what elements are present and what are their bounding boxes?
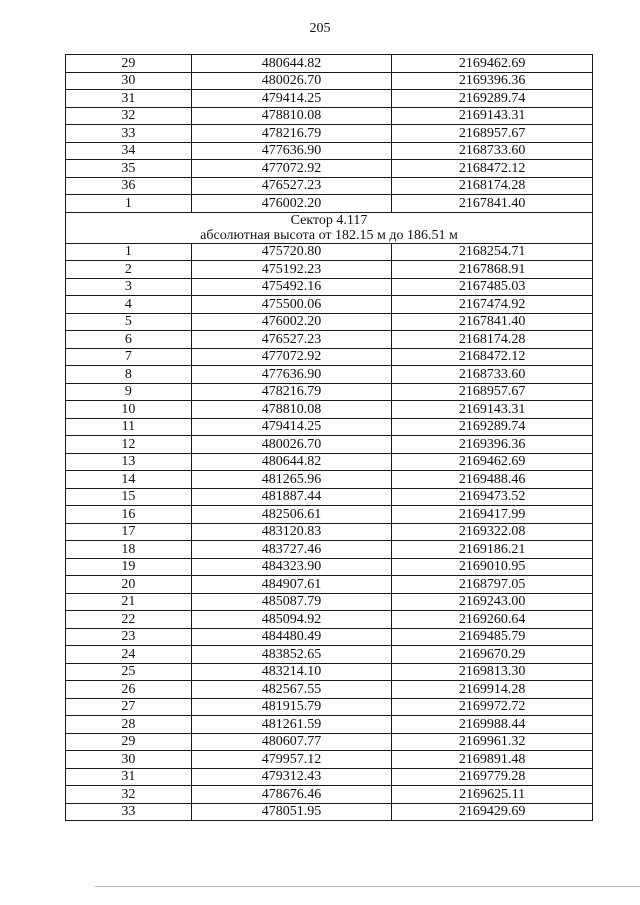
x-coordinate-cell: 480026.70 [191, 72, 392, 90]
table-body-before-sector [66, 55, 593, 213]
table-row [66, 768, 593, 786]
y-coordinate-cell: 2169289.74 [392, 418, 593, 436]
x-coordinate-cell: 480644.82 [191, 55, 392, 73]
table-row [66, 733, 593, 751]
table-row [66, 523, 593, 541]
table-row [66, 296, 593, 314]
table-row [66, 55, 593, 73]
table-row [66, 786, 593, 804]
point-number-cell: 2 [66, 261, 192, 279]
table-row [66, 243, 593, 261]
table-row [66, 716, 593, 734]
x-coordinate-cell: 481915.79 [191, 698, 392, 716]
table-row [66, 453, 593, 471]
y-coordinate-cell: 2169260.64 [392, 611, 593, 629]
table-row [66, 401, 593, 419]
table-row [66, 348, 593, 366]
point-number-cell: 25 [66, 663, 192, 681]
coordinates-table [65, 54, 593, 821]
page-number: 205 [309, 21, 331, 36]
sector-header-group [66, 212, 593, 243]
point-number-cell: 31 [66, 90, 192, 108]
point-number-cell: 26 [66, 681, 192, 699]
x-coordinate-cell: 480607.77 [191, 733, 392, 751]
point-number-cell: 11 [66, 418, 192, 436]
x-coordinate-cell: 479312.43 [191, 768, 392, 786]
table-row [66, 698, 593, 716]
point-number-cell: 32 [66, 107, 192, 125]
table-row [66, 107, 593, 125]
point-number-cell: 31 [66, 768, 192, 786]
x-coordinate-cell: 484907.61 [191, 576, 392, 594]
y-coordinate-cell: 2169243.00 [392, 593, 593, 611]
point-number-cell: 18 [66, 541, 192, 559]
table-row [66, 331, 593, 349]
point-number-cell: 33 [66, 125, 192, 143]
x-coordinate-cell: 475492.16 [191, 278, 392, 296]
y-coordinate-cell: 2169625.11 [392, 786, 593, 804]
sector-title: Сектор 4.117 [290, 212, 368, 228]
x-coordinate-cell: 479957.12 [191, 751, 392, 769]
table-row [66, 628, 593, 646]
y-coordinate-cell: 2167485.03 [392, 278, 593, 296]
point-number-cell: 22 [66, 611, 192, 629]
table-row [66, 90, 593, 108]
point-number-cell: 23 [66, 628, 192, 646]
x-coordinate-cell: 477072.92 [191, 160, 392, 178]
table-row [66, 471, 593, 489]
x-coordinate-cell: 478810.08 [191, 107, 392, 125]
y-coordinate-cell: 2169473.52 [392, 488, 593, 506]
point-number-cell: 4 [66, 296, 192, 314]
x-coordinate-cell: 476002.20 [191, 195, 392, 213]
y-coordinate-cell: 2169462.69 [392, 55, 593, 73]
table-row [66, 488, 593, 506]
point-number-cell: 8 [66, 366, 192, 384]
x-coordinate-cell: 481261.59 [191, 716, 392, 734]
table-row [66, 751, 593, 769]
x-coordinate-cell: 476002.20 [191, 313, 392, 331]
y-coordinate-cell: 2169961.32 [392, 733, 593, 751]
y-coordinate-cell: 2168472.12 [392, 160, 593, 178]
x-coordinate-cell: 479414.25 [191, 418, 392, 436]
table-row [66, 803, 593, 821]
table-row [66, 383, 593, 401]
table-row [66, 506, 593, 524]
point-number-cell: 30 [66, 751, 192, 769]
point-number-cell: 34 [66, 142, 192, 160]
table-row [66, 541, 593, 559]
x-coordinate-cell: 482567.55 [191, 681, 392, 699]
x-coordinate-cell: 485094.92 [191, 611, 392, 629]
point-number-cell: 27 [66, 698, 192, 716]
y-coordinate-cell: 2169891.48 [392, 751, 593, 769]
y-coordinate-cell: 2168733.60 [392, 142, 593, 160]
y-coordinate-cell: 2167868.91 [392, 261, 593, 279]
point-number-cell: 5 [66, 313, 192, 331]
table-row [66, 418, 593, 436]
table-row [66, 436, 593, 454]
table-row [66, 681, 593, 699]
x-coordinate-cell: 480026.70 [191, 436, 392, 454]
point-number-cell: 32 [66, 786, 192, 804]
x-coordinate-cell: 480644.82 [191, 453, 392, 471]
point-number-cell: 10 [66, 401, 192, 419]
y-coordinate-cell: 2169914.28 [392, 681, 593, 699]
y-coordinate-cell: 2169462.69 [392, 453, 593, 471]
y-coordinate-cell: 2168472.12 [392, 348, 593, 366]
table-row [66, 576, 593, 594]
table-row [66, 593, 593, 611]
y-coordinate-cell: 2168733.60 [392, 366, 593, 384]
point-number-cell: 19 [66, 558, 192, 576]
y-coordinate-cell: 2169813.30 [392, 663, 593, 681]
x-coordinate-cell: 484480.49 [191, 628, 392, 646]
y-coordinate-cell: 2169429.69 [392, 803, 593, 821]
y-coordinate-cell: 2169972.72 [392, 698, 593, 716]
y-coordinate-cell: 2168174.28 [392, 177, 593, 195]
y-coordinate-cell: 2168957.67 [392, 125, 593, 143]
point-number-cell: 29 [66, 55, 192, 73]
y-coordinate-cell: 2169988.44 [392, 716, 593, 734]
x-coordinate-cell: 478051.95 [191, 803, 392, 821]
x-coordinate-cell: 478216.79 [191, 125, 392, 143]
x-coordinate-cell: 478810.08 [191, 401, 392, 419]
y-coordinate-cell: 2169010.95 [392, 558, 593, 576]
y-coordinate-cell: 2169779.28 [392, 768, 593, 786]
y-coordinate-cell: 2167841.40 [392, 313, 593, 331]
table-body-after-sector [66, 243, 593, 821]
table-row [66, 558, 593, 576]
x-coordinate-cell: 483852.65 [191, 646, 392, 664]
table-row [66, 646, 593, 664]
table-row [66, 160, 593, 178]
y-coordinate-cell: 2168957.67 [392, 383, 593, 401]
x-coordinate-cell: 481887.44 [191, 488, 392, 506]
table-row [66, 195, 593, 213]
y-coordinate-cell: 2169186.21 [392, 541, 593, 559]
point-number-cell: 29 [66, 733, 192, 751]
table-row [66, 366, 593, 384]
point-number-cell: 1 [66, 243, 192, 261]
point-number-cell: 3 [66, 278, 192, 296]
x-coordinate-cell: 485087.79 [191, 593, 392, 611]
point-number-cell: 13 [66, 453, 192, 471]
x-coordinate-cell: 475720.80 [191, 243, 392, 261]
y-coordinate-cell: 2169322.08 [392, 523, 593, 541]
x-coordinate-cell: 478216.79 [191, 383, 392, 401]
point-number-cell: 14 [66, 471, 192, 489]
point-number-cell: 9 [66, 383, 192, 401]
y-coordinate-cell: 2168797.05 [392, 576, 593, 594]
x-coordinate-cell: 483214.10 [191, 663, 392, 681]
table-row [66, 72, 593, 90]
x-coordinate-cell: 478676.46 [191, 786, 392, 804]
point-number-cell: 7 [66, 348, 192, 366]
x-coordinate-cell: 475500.06 [191, 296, 392, 314]
point-number-cell: 20 [66, 576, 192, 594]
y-coordinate-cell: 2168254.71 [392, 243, 593, 261]
y-coordinate-cell: 2169670.29 [392, 646, 593, 664]
y-coordinate-cell: 2169396.36 [392, 72, 593, 90]
point-number-cell: 24 [66, 646, 192, 664]
table-row [66, 261, 593, 279]
y-coordinate-cell: 2169143.31 [392, 401, 593, 419]
x-coordinate-cell: 477636.90 [191, 366, 392, 384]
x-coordinate-cell: 479414.25 [191, 90, 392, 108]
sector-header-row [66, 212, 593, 243]
point-number-cell: 12 [66, 436, 192, 454]
x-coordinate-cell: 481265.96 [191, 471, 392, 489]
point-number-cell: 1 [66, 195, 192, 213]
table-row [66, 142, 593, 160]
sector-altitude-range: абсолютная высота от 182.15 м до 186.51 м [200, 227, 458, 243]
point-number-cell: 33 [66, 803, 192, 821]
table-row [66, 177, 593, 195]
point-number-cell: 30 [66, 72, 192, 90]
table-row [66, 125, 593, 143]
point-number-cell: 6 [66, 331, 192, 349]
y-coordinate-cell: 2169396.36 [392, 436, 593, 454]
table-row [66, 313, 593, 331]
y-coordinate-cell: 2169417.99 [392, 506, 593, 524]
y-coordinate-cell: 2167841.40 [392, 195, 593, 213]
scan-edge-line [95, 886, 640, 887]
x-coordinate-cell: 484323.90 [191, 558, 392, 576]
y-coordinate-cell: 2169488.46 [392, 471, 593, 489]
x-coordinate-cell: 476527.23 [191, 331, 392, 349]
y-coordinate-cell: 2168174.28 [392, 331, 593, 349]
y-coordinate-cell: 2169289.74 [392, 90, 593, 108]
point-number-cell: 17 [66, 523, 192, 541]
y-coordinate-cell: 2167474.92 [392, 296, 593, 314]
x-coordinate-cell: 483727.46 [191, 541, 392, 559]
point-number-cell: 35 [66, 160, 192, 178]
point-number-cell: 36 [66, 177, 192, 195]
point-number-cell: 28 [66, 716, 192, 734]
y-coordinate-cell: 2169485.79 [392, 628, 593, 646]
x-coordinate-cell: 477072.92 [191, 348, 392, 366]
point-number-cell: 15 [66, 488, 192, 506]
x-coordinate-cell: 482506.61 [191, 506, 392, 524]
x-coordinate-cell: 477636.90 [191, 142, 392, 160]
table-row [66, 278, 593, 296]
point-number-cell: 16 [66, 506, 192, 524]
table-row [66, 611, 593, 629]
sector-header-cell [66, 212, 593, 243]
y-coordinate-cell: 2169143.31 [392, 107, 593, 125]
x-coordinate-cell: 476527.23 [191, 177, 392, 195]
point-number-cell: 21 [66, 593, 192, 611]
x-coordinate-cell: 483120.83 [191, 523, 392, 541]
x-coordinate-cell: 475192.23 [191, 261, 392, 279]
table-row [66, 663, 593, 681]
